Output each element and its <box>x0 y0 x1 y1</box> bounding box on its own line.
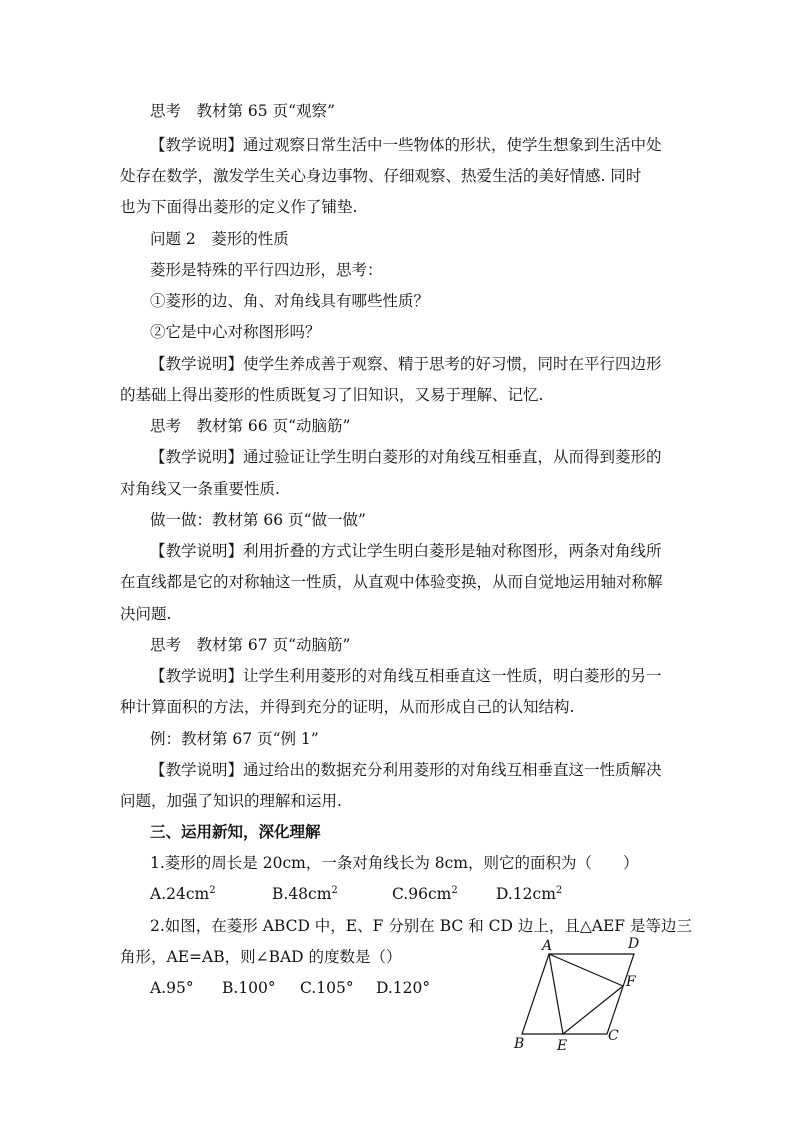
q2-stem-line2: 角形，AE=AB，则∠BAD 的度数是（） <box>120 948 402 966</box>
label-a: A <box>542 938 553 954</box>
label-f: F <box>626 974 636 990</box>
teaching-note-4-line3: 决问题. <box>120 605 172 623</box>
label-e: E <box>557 1038 568 1054</box>
teaching-note-3-line1: 【教学说明】通过验证让学生明白菱形的对角线互相垂直，从而得到菱形的 <box>150 448 662 466</box>
segment-ef <box>563 986 623 1034</box>
question-item-2: ②它是中心对称图形吗？ <box>150 323 321 341</box>
q1-option-c: $C.96cm^2$ <box>392 884 458 903</box>
q2-option-a: A.95° <box>150 979 194 997</box>
teaching-note-4-line2: 在直线都是它的对称轴这一性质，从直观中体验变换，从而自觉地运用轴对称解 <box>120 573 663 591</box>
teaching-note-2-line2: 的基础上得出菱形的性质既复习了旧知识，又易于理解、记忆. <box>120 386 544 404</box>
teaching-note-1-line3: 也为下面得出菱形的定义作了铺垫. <box>120 198 358 216</box>
segment-af <box>549 954 623 986</box>
teaching-note-1-line2: 处存在数学，激发学生关心身边事物、仔细观察、热爱生活的美好情感. 同时 <box>120 167 642 185</box>
teaching-note-1-line1: 【教学说明】通过观察日常生活中一些物体的形状，使学生想象到生活中处 <box>150 136 662 154</box>
teaching-note-2-line1: 【教学说明】使学生养成善于观察、精于思考的好习惯，同时在平行四边形 <box>150 355 662 373</box>
teaching-note-6-line1: 【教学说明】通过给出的数据充分利用菱形的对角线互相垂直这一性质解决 <box>150 761 662 779</box>
label-d: D <box>628 936 640 952</box>
rhombus-figure <box>500 930 660 1060</box>
q2-option-b: B.100° <box>222 979 276 997</box>
teaching-note-3-line2: 对角线又一条重要性质. <box>120 480 280 498</box>
q2-stem-line1: 2.如图，在菱形 ABCD 中，E、F 分别在 BC 和 CD 边上，且△AEF 是等边三 <box>150 917 692 935</box>
example-67: 例：教材第 67 页“例 1” <box>150 730 319 748</box>
section-3-heading: 三、运用新知，深化理解 <box>150 822 321 841</box>
q2-option-d: D.120° <box>376 979 431 997</box>
label-b: B <box>514 1036 525 1052</box>
segment-ae <box>549 954 563 1034</box>
question-item-1: ①菱形的边、角、对角线具有哪些性质？ <box>150 292 430 310</box>
q2-option-c: C.105° <box>300 979 354 997</box>
q1-option-b: $B.48cm^2$ <box>272 884 338 903</box>
q1-stem: 1.菱形的周长是 20cm，一条对角线长为 8cm，则它的面积为（ ） <box>150 854 639 872</box>
q1-option-d: $D.12cm^2$ <box>496 884 563 903</box>
think-66: 思考 教材第 66 页“动脑筋” <box>150 417 351 435</box>
think-65: 思考 教材第 65 页“观察” <box>150 102 335 120</box>
q1-option-a: $A.24cm^2$ <box>150 884 216 903</box>
teaching-note-4-line1: 【教学说明】利用折叠的方式让学生明白菱形是轴对称图形，两条对角线所 <box>150 542 662 560</box>
teaching-note-5-line2: 种计算面积的方法，并得到充分的证明，从而形成自己的认知结构. <box>120 698 575 716</box>
rhombus-intro: 菱形是特殊的平行四边形，思考： <box>150 261 383 279</box>
teaching-note-6-line2: 问题，加强了知识的理解和运用. <box>120 792 342 810</box>
label-c: C <box>608 1028 619 1044</box>
do-it-66: 做一做：教材第 66 页“做一做” <box>150 511 366 529</box>
teaching-note-5-line1: 【教学说明】让学生利用菱形的对角线互相垂直这一性质，明白菱形的另一 <box>150 667 662 685</box>
question-2-heading: 问题 2 菱形的性质 <box>150 230 289 248</box>
think-67: 思考 教材第 67 页“动脑筋” <box>150 636 351 654</box>
